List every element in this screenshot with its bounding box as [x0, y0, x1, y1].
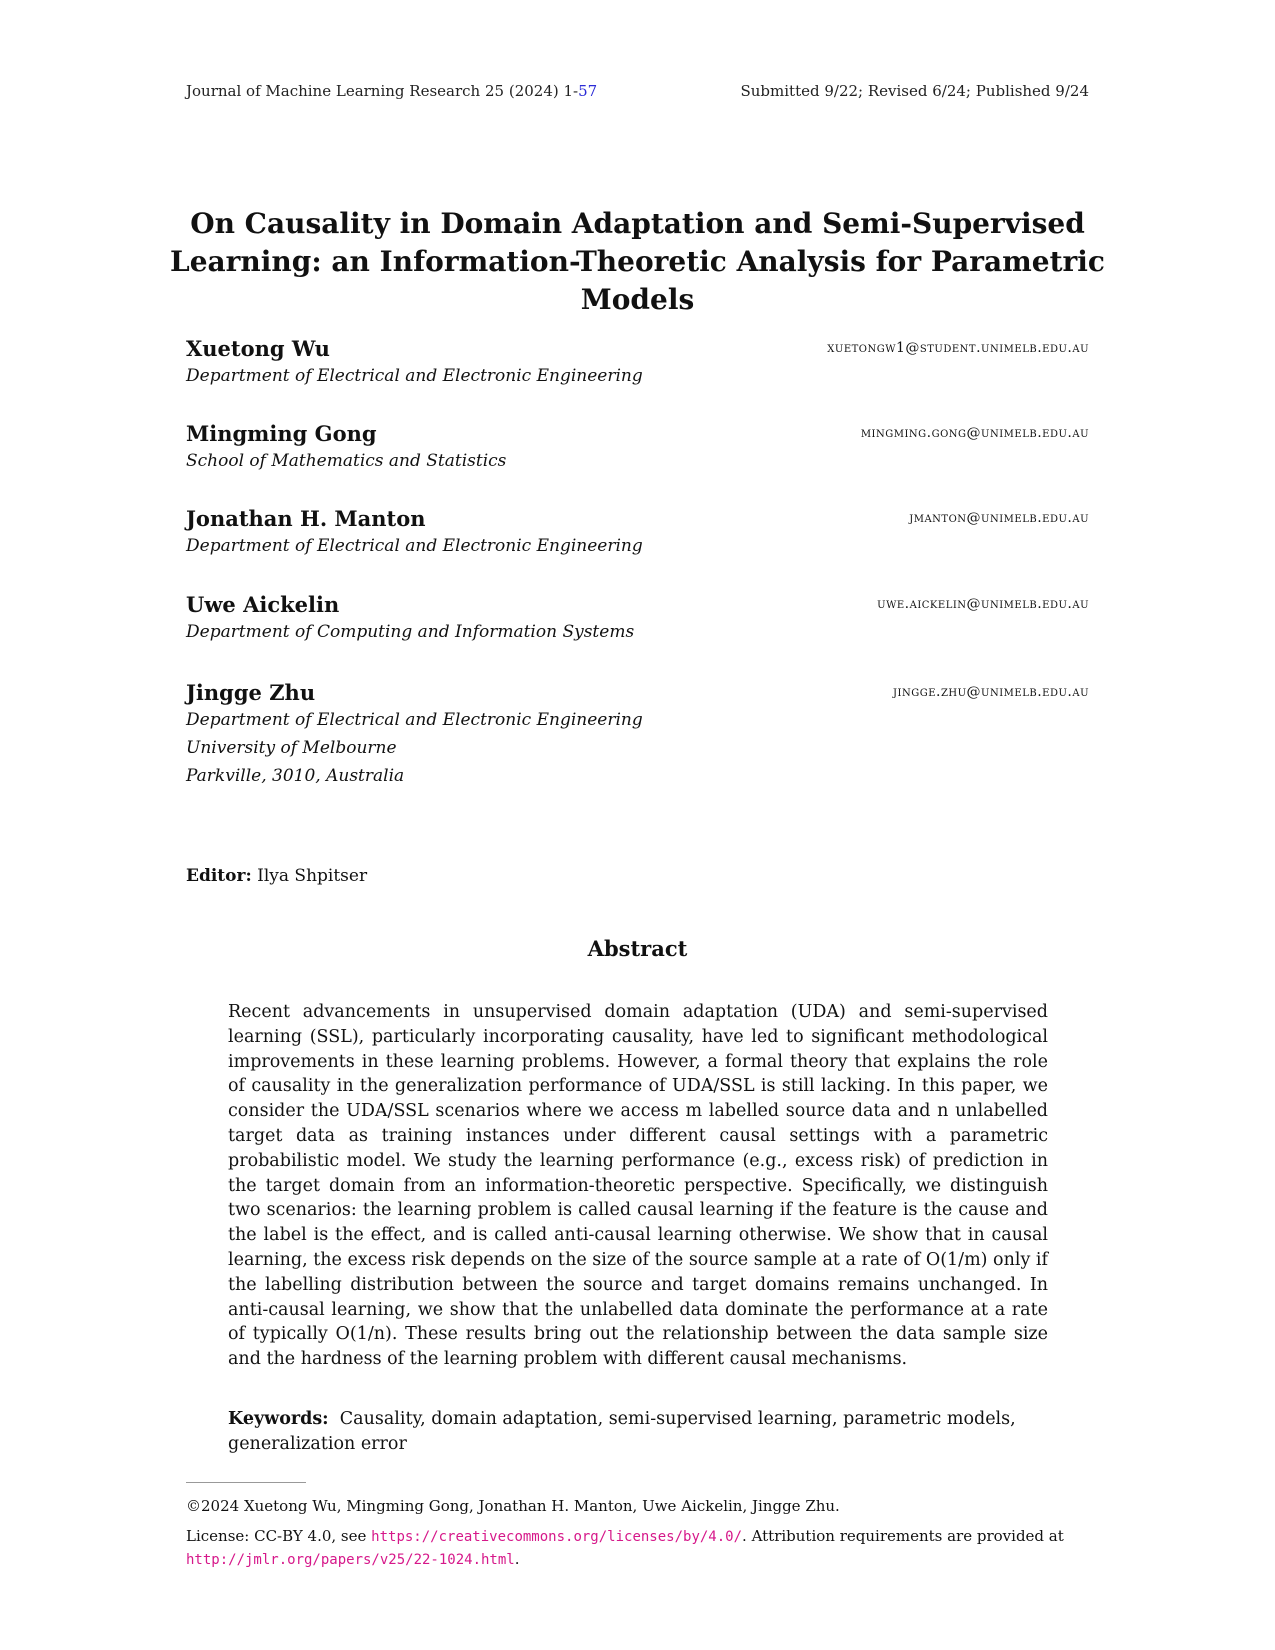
author-email: jmanton@unimelb.edu.au	[909, 510, 1089, 526]
author-name: Xuetong Wu	[186, 336, 330, 361]
author-address: Parkville, 3010, Australia	[186, 766, 405, 786]
author-name: Uwe Aickelin	[186, 592, 340, 617]
author-university: University of Melbourne	[186, 738, 397, 758]
author-affiliation: Department of Electrical and Electronic Engineering	[186, 710, 643, 730]
author-affiliation: Department of Electrical and Electronic Engineering	[186, 536, 643, 556]
author-email: xuetongw1@student.unimelb.edu.au	[827, 340, 1089, 356]
copyright-notice: ©2024 Xuetong Wu, Mingming Gong, Jonathan H. Manton, Uwe Aickelin, Jingge Zhu.	[186, 1497, 840, 1515]
author-name: Jingge Zhu	[186, 680, 316, 705]
keywords-text: Causality, domain adaptation, semi-supervised learning, parametric models, generalization error	[228, 1409, 1016, 1454]
author-block	[186, 592, 1089, 646]
author-block	[186, 336, 1089, 390]
author-name: Jonathan H. Manton	[186, 506, 426, 531]
keywords	[228, 1407, 1048, 1457]
author-email: jingge.zhu@unimelb.edu.au	[893, 684, 1089, 700]
author-name: Mingming Gong	[186, 421, 377, 446]
editor-label: Editor:	[186, 866, 252, 886]
license-suffix: .	[514, 1550, 520, 1568]
paper-title: On Causality in Domain Adaptation and Semi-Supervised Learning: an Information-Theoretic Analysis for Parametric Models	[170, 207, 1105, 316]
author-affiliation: Department of Electrical and Electronic Engineering	[186, 366, 643, 386]
paper-link[interactable]: http://jmlr.org/papers/v25/22-1024.html	[186, 1552, 515, 1568]
author-affiliation: Department of Computing and Information Systems	[186, 622, 635, 642]
keywords-label: Keywords:	[228, 1409, 329, 1429]
author-email: uwe.aickelin@unimelb.edu.au	[877, 596, 1089, 612]
running-header-journal	[186, 82, 597, 100]
license-prefix: License: CC-BY 4.0, see	[186, 1527, 372, 1545]
abstract-heading: Abstract	[587, 936, 688, 961]
license-notice	[186, 1525, 1091, 1571]
abstract-text: Recent advancements in unsupervised domain adaptation (UDA) and semi-supervised learning (SSL), particularly incorporating causality, have led to significant methodological improvements in these learning problems. However, a formal theory that explains the role of causality in the generalization performance of UDA/SSL is still lacking. In this paper, we consider the UDA/SSL scenarios where we access m labelled source data and n unlabelled target data as training instances under different causal settings with a parametric probabilistic model. We study the learning performance (e.g., excess risk) of prediction in the target domain from an information-theoretic perspective. Specifically, we distinguish two scenarios: the learning problem is called causal learning if the feature is the cause and the label is the effect, and is called anti-causal learning otherwise. We show that in causal learning, the excess risk depends on the size of the source sample at a rate of O(1/m) only if the labelling distribution between the source and target domains remains unchanged. In anti-causal learning, we show that the unlabelled data dominate the performance at a rate of typically O(1/n). These results bring out the relationship between the data sample size and the hardness of the learning problem with different causal mechanisms.	[228, 1002, 1048, 1370]
license-link[interactable]: https://creativecommons.org/licenses/by/4.0/	[371, 1529, 743, 1545]
editor-name: Ilya Shpitser	[257, 866, 368, 886]
author-email: mingming.gong@unimelb.edu.au	[860, 425, 1089, 441]
running-header-dates: Submitted 9/22; Revised 6/24; Published 9/24	[740, 82, 1089, 100]
license-mid: . Attribution requirements are provided at	[742, 1527, 1064, 1545]
author-affiliation: School of Mathematics and Statistics	[186, 451, 507, 471]
editor-line	[186, 866, 367, 886]
footnote-rule	[186, 1482, 306, 1483]
author-block	[186, 506, 1089, 560]
author-block	[186, 421, 1089, 475]
last-page-link[interactable]: 57	[578, 82, 598, 100]
author-block	[186, 680, 1089, 790]
journal-name: Journal of Machine Learning Research 25 (2024) 1-	[186, 82, 579, 100]
